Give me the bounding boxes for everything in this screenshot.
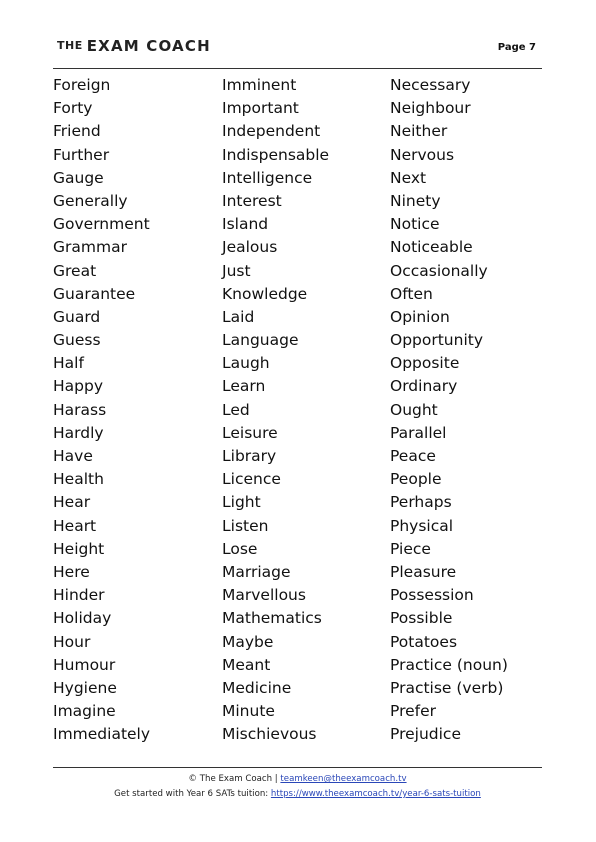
spelling-word: Prejudice [390,725,461,744]
spelling-word: Opposite [390,354,460,373]
spelling-word: Led [222,400,250,419]
spelling-word: Perhaps [390,493,452,512]
spelling-word: Nervous [390,145,455,164]
spelling-word: Guess [53,331,101,350]
spelling-word: Medicine [222,678,292,697]
spelling-word: Grammar [53,238,127,257]
spelling-word: Harass [53,400,107,419]
spelling-word: Peace [390,447,436,465]
exam-coach-logo [57,36,211,55]
word-column-2 [222,74,387,746]
footer-tuition [53,789,542,799]
spelling-word: Knowledge [222,284,308,303]
spelling-word: Licence [222,470,281,489]
spelling-word: Parallel [390,423,447,442]
logo-the: THE [57,39,83,52]
word-column-1 [53,74,218,746]
spelling-word: Practise (verb) [390,678,504,697]
spelling-word: Laugh [222,354,270,373]
page-header [55,36,542,58]
spelling-word: Here [53,562,90,581]
tuition-link[interactable]: https://www.theexamcoach.tv/year-6-sats-tuition [270,789,481,799]
spelling-word: Imminent [222,76,297,94]
spelling-word: Holiday [53,609,112,628]
spelling-word: Just [222,261,251,280]
spelling-word: Imagine [53,702,116,721]
footer-tuition-text: Get started with Year 6 SATs tuition: [114,789,271,799]
spelling-word: Ninety [390,191,441,210]
spelling-word: Leisure [222,423,278,442]
spelling-word: Meant [222,655,271,674]
spelling-word: Have [53,447,93,465]
spelling-word: Neither [390,122,448,141]
spelling-word: Guarantee [53,284,136,303]
spelling-word: Important [222,99,299,118]
spelling-word: Next [390,168,427,187]
spelling-word: Physical [390,516,454,535]
spelling-word: Mathematics [222,609,322,628]
spelling-word: Possession [390,586,474,605]
spelling-word: Ought [390,400,438,419]
spelling-word: Friend [53,122,101,141]
spelling-word: Independent [222,122,321,141]
spelling-word: Government [53,215,150,234]
spelling-word: Neighbour [390,99,471,118]
spelling-word: Opinion [390,307,450,326]
spelling-word: Light [222,493,261,512]
spelling-word: Interest [222,191,282,210]
logo-main: EXAM COACH [86,37,211,55]
spelling-word: People [390,470,442,489]
spelling-word: Learn [222,377,266,396]
email-link[interactable]: teamkeen@theexamcoach.tv [280,774,407,784]
spelling-word: Often [390,284,433,303]
spelling-word: Hardly [53,423,104,442]
spelling-word: Ordinary [390,377,458,396]
spelling-word: Marriage [222,562,291,581]
footer-divider [53,767,542,768]
spelling-word: Library [222,447,277,465]
spelling-word: Great [53,261,97,280]
spelling-word: Jealous [222,238,278,257]
spelling-word: Health [53,470,104,489]
spelling-word: Gauge [53,168,104,187]
spelling-word: Potatoes [390,632,458,651]
spelling-word: Marvellous [222,586,306,605]
spelling-word: Hygiene [53,678,117,697]
spelling-word: Forty [53,99,93,118]
spelling-word: Immediately [53,725,151,744]
spelling-word: Occasionally [390,261,488,280]
spelling-word: Mischievous [222,725,317,744]
spelling-word: Listen [222,516,269,535]
spelling-word: Humour [53,655,116,674]
spelling-word: Hinder [53,586,105,605]
spelling-word: Noticeable [390,238,473,257]
spelling-word: Pleasure [390,562,457,581]
spelling-word: Notice [390,215,440,234]
spelling-word: Prefer [390,702,437,721]
spelling-word: Generally [53,191,128,210]
spelling-word: Half [53,354,84,373]
spelling-word: Heart [53,516,97,535]
header-divider [53,68,542,69]
spelling-word: Maybe [222,632,274,651]
spelling-word: Happy [53,377,104,396]
spelling-word: Hour [53,632,91,651]
spelling-word: Island [222,215,269,234]
spelling-word: Minute [222,702,275,721]
page-number: Page 7 [497,42,536,53]
spelling-word: Indispensable [222,145,330,164]
spelling-word: Possible [390,609,453,628]
spelling-word: Height [53,539,105,558]
spelling-word: Necessary [390,76,471,94]
spelling-word: Further [53,145,110,164]
spelling-word: Hear [53,493,91,512]
spelling-word: Guard [53,307,101,326]
spelling-word: Practice (noun) [390,655,508,674]
spelling-word: Language [222,331,299,350]
spelling-word: Lose [222,539,258,558]
spelling-word: Opportunity [390,331,484,350]
footer-copyright: © The Exam Coach | [188,774,281,784]
word-column-3 [390,74,555,746]
spelling-word: Intelligence [222,168,313,187]
spelling-word: Piece [390,539,431,558]
footer-contact [53,774,542,784]
spelling-word: Foreign [53,76,111,94]
spelling-word: Laid [222,307,255,326]
